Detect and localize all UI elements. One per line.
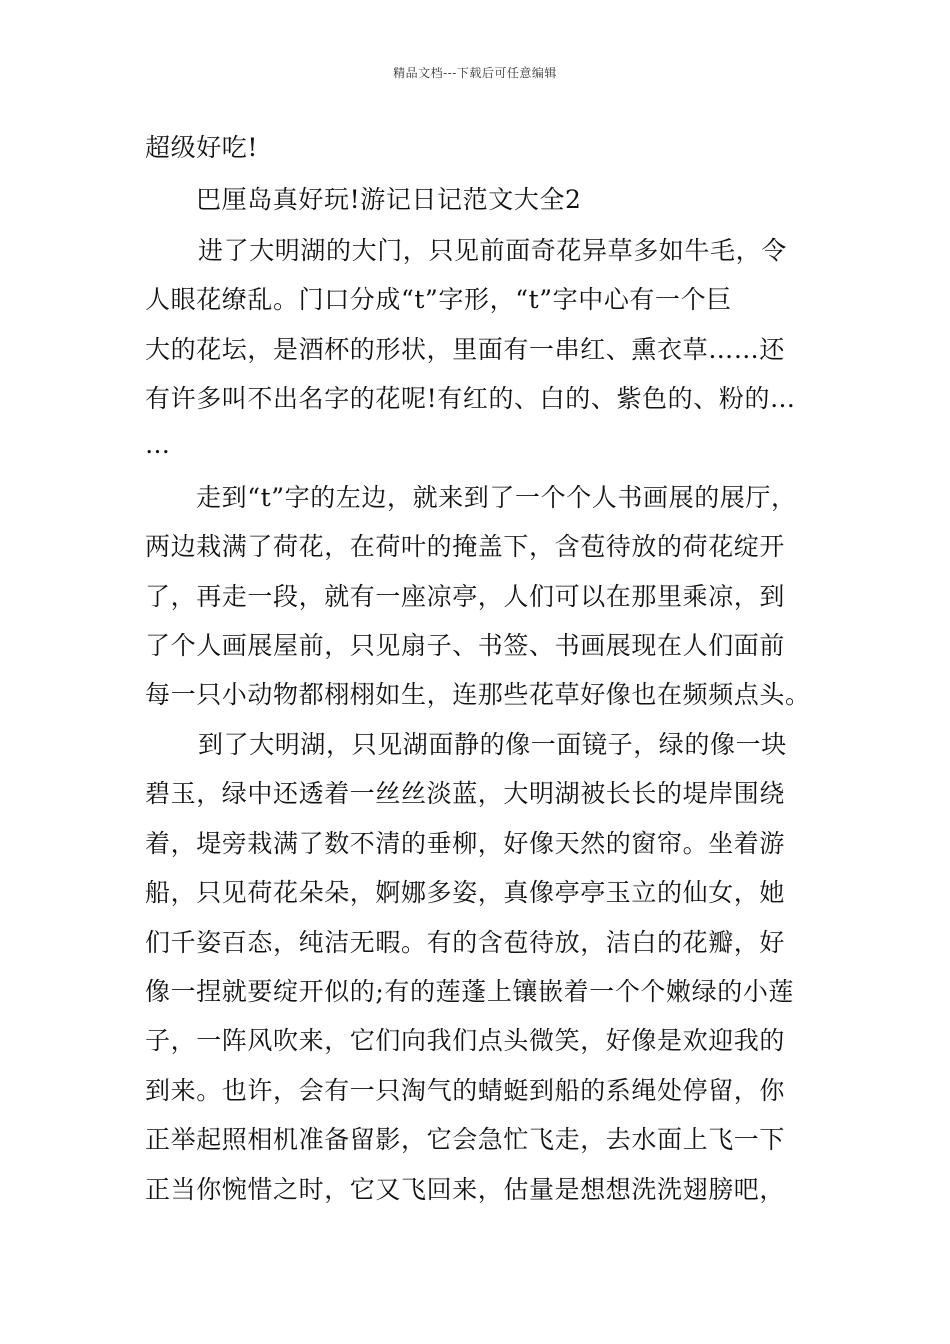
text-line: 船，只见荷花朵朵，婀娜多姿，真像亭亭玉立的仙女，她: [145, 878, 786, 907]
text-line: 着，堤旁栽满了数不清的垂柳，好像天然的窗帘。坐着游: [145, 829, 786, 858]
text-line: 人眼花缭乱。门口分成“t”字形，“t”字中心有一个巨: [145, 285, 732, 314]
text-line: 进了大明湖的大门，只见前面奇花异草多如牛毛，令: [198, 236, 787, 265]
text-line: 有许多叫不出名字的花呢!有红的、白的、紫色的、粉的…: [145, 384, 796, 413]
text-line: 超级好吃!: [145, 133, 259, 162]
text-line: 到了大明湖，只见湖面静的像一面镜子，绿的像一块: [198, 730, 787, 759]
text-line: 走到“t”字的左边，就来到了一个个人书画展的展厅，: [196, 483, 797, 512]
text-line: 们千姿百态，纯洁无暇。有的含苞待放，洁白的花瓣，好: [145, 928, 786, 957]
text-line: 碧玉，绿中还透着一丝丝淡蓝，大明湖被长长的堤岸围绕: [145, 779, 786, 808]
text-line: 了，再走一段，就有一座凉亭，人们可以在那里乘凉，到: [145, 582, 786, 611]
text-line: 正当你惋惜之时，它又飞回来，估量是想想洗洗翅膀吧，: [145, 1175, 786, 1204]
section-title: 巴厘岛真好玩!游记日记范文大全2: [196, 185, 582, 214]
text-line: 两边栽满了荷花，在荷叶的掩盖下，含苞待放的荷花绽开: [145, 532, 786, 561]
text-line: …: [145, 430, 171, 459]
text-line: 正举起照相机准备留影，它会急忙飞走，去水面上飞一下: [145, 1125, 786, 1154]
page-header: 精品文档---下载后可任意编辑: [393, 66, 557, 80]
text-line: 子，一阵风吹来，它们向我们点头微笑，好像是欢迎我的: [145, 1026, 786, 1055]
text-line: 每一只小动物都栩栩如生，连那些花草好像也在频频点头。: [145, 680, 811, 709]
text-line: 像一捏就要绽开似的;有的莲蓬上镶嵌着一个个嫩绿的小莲: [145, 977, 795, 1006]
text-line: 到来。也许，会有一只淘气的蜻蜓到船的系绳处停留，你: [145, 1076, 786, 1105]
text-line: 大的花坛，是酒杯的形状，里面有一串红、熏衣草……还: [145, 335, 786, 364]
text-line: 了个人画展屋前，只见扇子、书签、书画展现在人们面前: [145, 631, 786, 660]
